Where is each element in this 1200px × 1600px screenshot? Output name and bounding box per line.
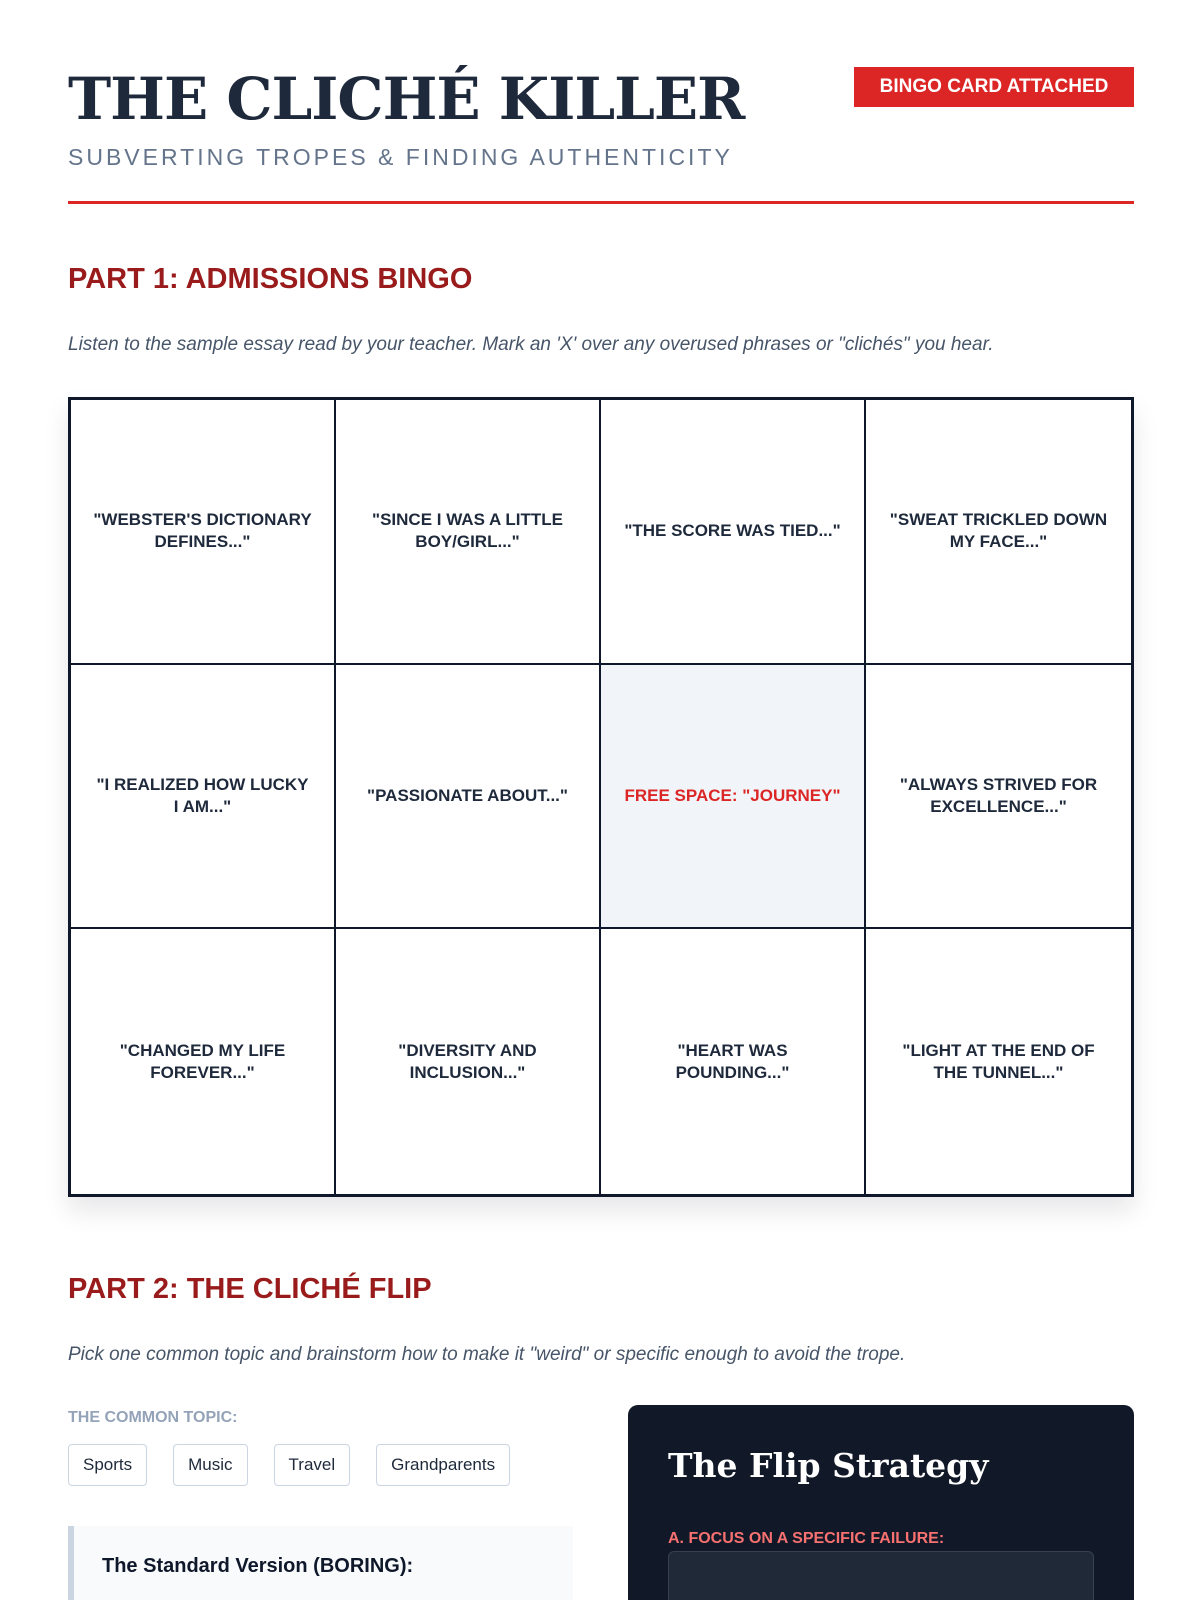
bingo-cell[interactable]: "HEART WAS POUNDING..." [601, 929, 866, 1194]
standard-version-title: The Standard Version (BORING): [102, 1555, 414, 1577]
part2-heading: PART 2: THE CLICHÉ FLIP [68, 1273, 432, 1305]
flip-strategy-title: The Flip Strategy [668, 1446, 989, 1485]
flip-strategy-panel [628, 1405, 1134, 1600]
topic-chip-travel[interactable]: Travel [274, 1444, 351, 1486]
bingo-cell[interactable]: "DIVERSITY AND INCLUSION..." [336, 929, 601, 1194]
bingo-cell[interactable]: "SINCE I WAS A LITTLE BOY/GIRL..." [336, 400, 601, 665]
bingo-cell[interactable]: "CHANGED MY LIFE FOREVER..." [71, 929, 336, 1194]
header [68, 62, 1134, 204]
bingo-free-space[interactable]: FREE SPACE: "JOURNEY" [601, 665, 866, 930]
part1-instructions: Listen to the sample essay read by your teacher. Mark an 'X' over any overused phrases or "clichés" you hear. [68, 334, 994, 355]
bingo-cell[interactable]: "LIGHT AT THE END OF THE TUNNEL..." [902, 1040, 1095, 1082]
topic-chips [68, 1444, 510, 1486]
bingo-cell[interactable]: "PASSIONATE ABOUT..." [336, 665, 601, 930]
topic-chip-sports[interactable]: Sports [68, 1444, 147, 1486]
bingo-grid [68, 397, 1134, 1197]
specific-failure-input[interactable] [668, 1551, 1094, 1600]
topic-chip-grandparents[interactable]: Grandparents [376, 1444, 510, 1486]
worksheet-page [68, 0, 1134, 1600]
standard-version-box [68, 1526, 573, 1600]
specific-failure-label: A. FOCUS ON A SPECIFIC FAILURE: [668, 1530, 945, 1547]
bingo-card-badge: BINGO CARD ATTACHED [854, 67, 1134, 107]
bingo-cell[interactable]: "I REALIZED HOW LUCKY I AM..." [71, 665, 336, 930]
part1-heading: PART 1: ADMISSIONS BINGO [68, 263, 473, 295]
topic-label: THE COMMON TOPIC: [68, 1409, 238, 1426]
bingo-cell[interactable]: "SWEAT TRICKLED DOWN MY FACE..." [866, 400, 1131, 665]
page-title: THE CLICHÉ KILLER [68, 65, 745, 133]
bingo-cell[interactable]: "ALWAYS STRIVED FOR EXCELLENCE..." [866, 665, 1131, 930]
bingo-cell[interactable]: "THE SCORE WAS TIED..." [601, 400, 866, 665]
bingo-cell[interactable]: "WEBSTER'S DICTIONARY DEFINES..." [71, 400, 336, 665]
page-subtitle: SUBVERTING TROPES & FINDING AUTHENTICITY [68, 144, 733, 170]
topic-chip-music[interactable]: Music [173, 1444, 247, 1486]
part2-instructions: Pick one common topic and brainstorm how to make it "weird" or specific enough to avoid the trope. [68, 1344, 906, 1365]
